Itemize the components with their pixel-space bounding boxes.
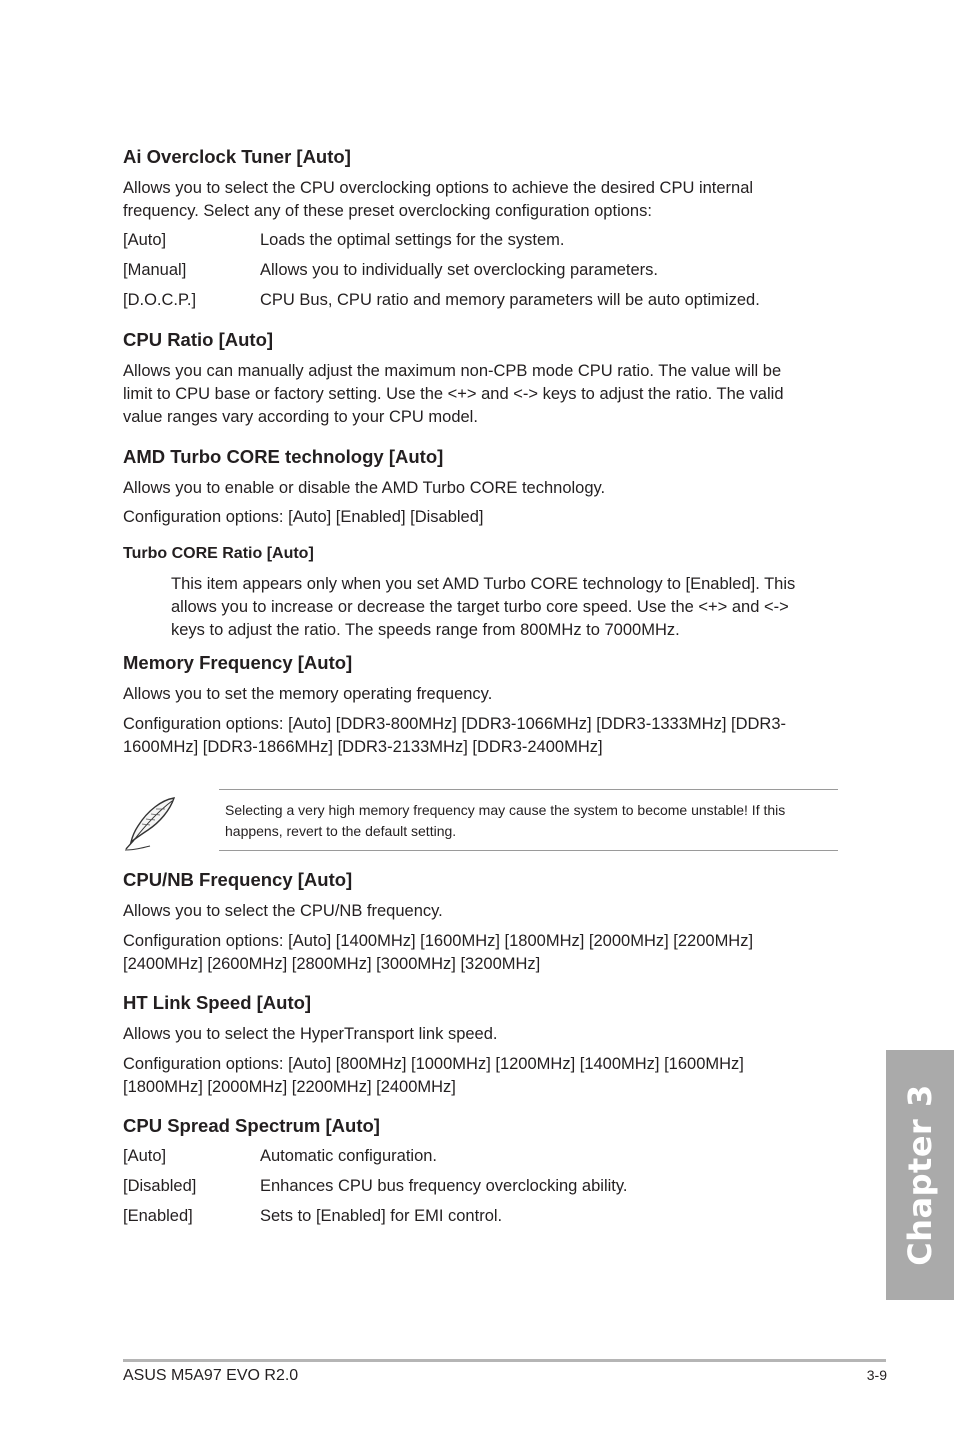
chapter-tab-label: Chapter 3	[901, 1084, 939, 1266]
amd-turbo-config-options: Configuration options: [Auto] [Enabled] [Disabled]	[123, 508, 484, 526]
subsection-heading-turbo-core-ratio: Turbo CORE Ratio [Auto]	[123, 545, 314, 562]
option-key: [Auto]	[123, 1147, 167, 1165]
desc-line: value ranges vary according to your CPU model.	[123, 408, 478, 426]
cpu-nb-description: Allows you to select the CPU/NB frequency.	[123, 902, 443, 920]
ht-link-description: Allows you to select the HyperTransport link speed.	[123, 1025, 498, 1043]
section-heading-amd-turbo-core: AMD Turbo CORE technology [Auto]	[123, 446, 444, 467]
ai-overclock-description	[123, 177, 823, 223]
note-line: happens, revert to the default setting.	[225, 823, 457, 839]
config-line: [1800MHz] [2000MHz] [2200MHz] [2400MHz]	[123, 1078, 456, 1096]
config-line: 1600MHz] [DDR3-1866MHz] [DDR3-2133MHz] [DDR3-2400MHz]	[123, 738, 603, 756]
config-line: Configuration options: [Auto] [800MHz] [1000MHz] [1200MHz] [1400MHz] [1600MHz]	[123, 1055, 744, 1073]
option-key: [Enabled]	[123, 1207, 193, 1225]
note-line: Selecting a very high memory frequency may cause the system to become unstable! If this	[225, 802, 786, 818]
option-key: [Manual]	[123, 261, 187, 279]
section-heading-ai-overclock-tuner: Ai Overclock Tuner [Auto]	[123, 146, 351, 167]
option-value: CPU Bus, CPU ratio and memory parameters will be auto optimized.	[260, 291, 760, 309]
option-value: Automatic configuration.	[260, 1147, 438, 1165]
desc-line: keys to adjust the ratio. The speeds range from 800MHz to 7000MHz.	[171, 621, 680, 639]
chapter-tab	[886, 1050, 954, 1300]
section-heading-cpu-nb-frequency: CPU/NB Frequency [Auto]	[123, 869, 353, 890]
option-value: Sets to [Enabled] for EMI control.	[260, 1207, 503, 1225]
memory-frequency-description: Allows you to set the memory operating frequency.	[123, 685, 493, 703]
footer-product-name: ASUS M5A97 EVO R2.0	[123, 1367, 299, 1384]
feather-pen-icon	[122, 794, 180, 852]
footer-rule	[123, 1359, 886, 1362]
ht-link-config-options	[123, 1053, 823, 1099]
section-heading-ht-link-speed: HT Link Speed [Auto]	[123, 992, 312, 1013]
config-line: Configuration options: [Auto] [1400MHz] [1600MHz] [1800MHz] [2000MHz] [2200MHz]	[123, 932, 754, 950]
cpu-nb-config-options	[123, 930, 823, 976]
desc-line: This item appears only when you set AMD Turbo CORE technology to [Enabled]. This	[171, 575, 796, 593]
option-value: Enhances CPU bus frequency overclocking ability.	[260, 1177, 628, 1195]
memory-frequency-config-options	[123, 713, 823, 759]
section-heading-memory-frequency: Memory Frequency [Auto]	[123, 652, 353, 673]
desc-line: frequency. Select any of these preset overclocking configuration options:	[123, 202, 652, 220]
desc-line: limit to CPU base or factory setting. Use the <+> and <-> keys to adjust the ratio. The valid	[123, 385, 784, 403]
cpu-ratio-description	[123, 360, 823, 429]
option-key: [Disabled]	[123, 1177, 197, 1195]
option-value: Allows you to individually set overclocking parameters.	[260, 261, 659, 279]
note-top-rule	[219, 789, 838, 790]
config-line: Configuration options: [Auto] [DDR3-800MHz] [DDR3-1066MHz] [DDR3-1333MHz] [DDR3-	[123, 715, 786, 733]
note-bottom-rule	[219, 850, 838, 851]
option-value: Loads the optimal settings for the system.	[260, 231, 565, 249]
option-key: [D.O.C.P.]	[123, 291, 197, 309]
option-key: [Auto]	[123, 231, 167, 249]
config-line: [2400MHz] [2600MHz] [2800MHz] [3000MHz] [3200MHz]	[123, 955, 541, 973]
turbo-ratio-description	[171, 573, 831, 642]
section-heading-cpu-spread-spectrum: CPU Spread Spectrum [Auto]	[123, 1115, 380, 1136]
section-heading-cpu-ratio: CPU Ratio [Auto]	[123, 329, 274, 350]
desc-line: Allows you can manually adjust the maximum non-CPB mode CPU ratio. The value will be	[123, 362, 782, 380]
note-text	[225, 800, 785, 842]
desc-line: Allows you to select the CPU overclocking options to achieve the desired CPU internal	[123, 179, 754, 197]
footer-page-number: 3-9	[866, 1367, 887, 1383]
amd-turbo-description: Allows you to enable or disable the AMD Turbo CORE technology.	[123, 479, 606, 497]
desc-line: allows you to increase or decrease the target turbo core speed. Use the <+> and <->	[171, 598, 789, 616]
